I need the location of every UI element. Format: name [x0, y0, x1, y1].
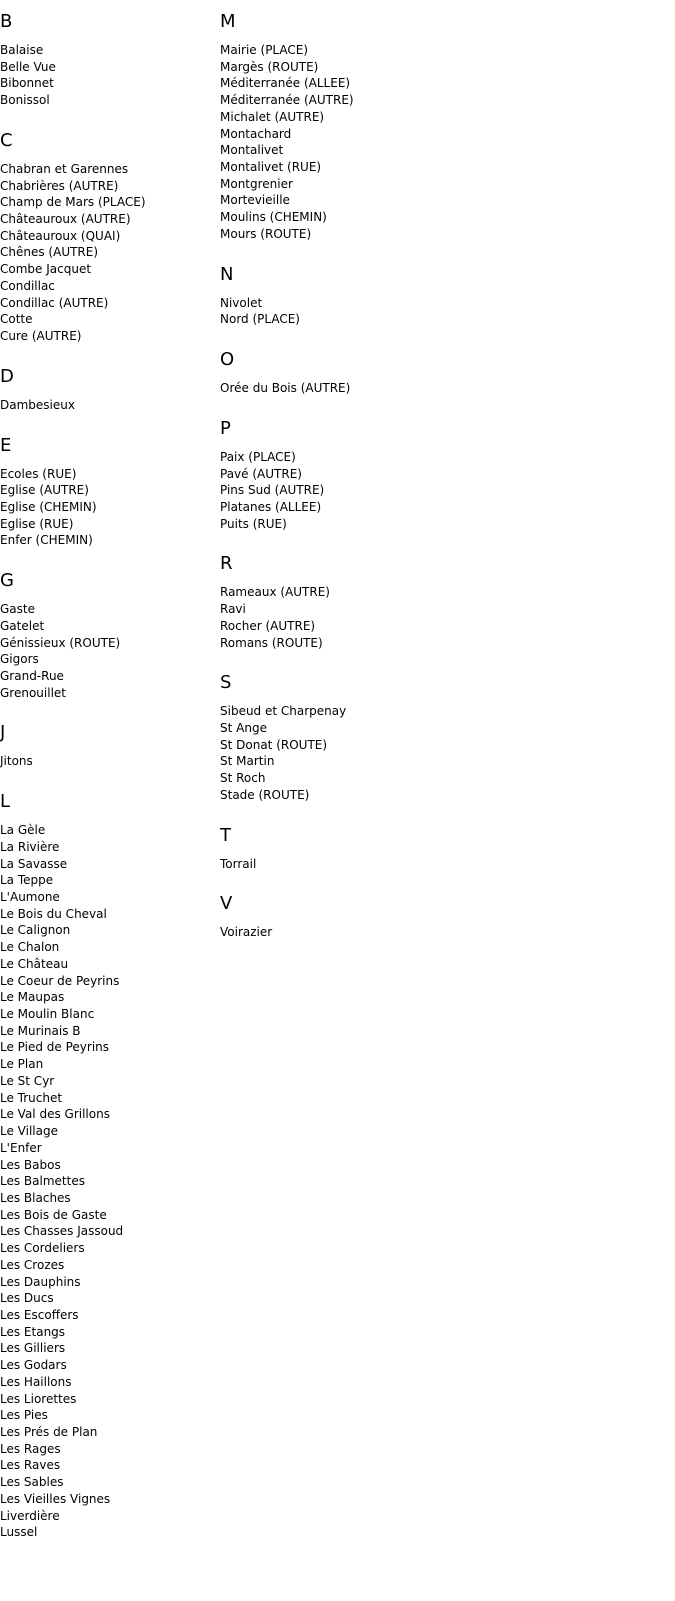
- letter-section-p: [220, 419, 660, 533]
- street-list: [0, 601, 220, 701]
- street-link[interactable]: Le Coeur de Peyrins: [0, 973, 120, 988]
- street-link[interactable]: Bonissol: [0, 93, 50, 108]
- street-link[interactable]: Puits (RUE): [220, 516, 287, 531]
- letter-section-s: [220, 673, 660, 803]
- street-link[interactable]: Eglise (RUE): [0, 516, 74, 531]
- street-link[interactable]: Pins Sud (AUTRE): [220, 483, 325, 498]
- section-letter-heading: M: [220, 11, 236, 32]
- letter-section-m: [220, 12, 660, 243]
- street-link[interactable]: Chênes (AUTRE): [0, 245, 99, 260]
- letter-section-t: [220, 826, 660, 873]
- street-link[interactable]: Le Plan: [0, 1057, 44, 1072]
- street-link[interactable]: Balaise: [0, 43, 44, 57]
- street-link[interactable]: St Donat (ROUTE): [220, 737, 328, 752]
- street-link[interactable]: Grand-Rue: [0, 668, 64, 683]
- street-link[interactable]: Le Village: [0, 1124, 58, 1139]
- street-link[interactable]: Pavé (AUTRE): [220, 466, 302, 481]
- letter-section-o: [220, 350, 660, 397]
- street-link[interactable]: Nord (PLACE): [220, 312, 300, 327]
- street-link[interactable]: Torrail: [220, 856, 257, 871]
- street-link[interactable]: Méditerranée (AUTRE): [220, 93, 354, 108]
- street-link[interactable]: Les Etangs: [0, 1324, 66, 1339]
- street-link[interactable]: Le Bois du Cheval: [0, 906, 107, 921]
- street-link[interactable]: Mairie (PLACE): [220, 43, 309, 57]
- street-link[interactable]: Chabran et Garennes: [0, 161, 129, 176]
- street-link[interactable]: Les Vieilles Vignes: [0, 1491, 111, 1506]
- street-link[interactable]: Les Gilliers: [0, 1341, 66, 1356]
- street-list: [0, 753, 220, 770]
- street-link[interactable]: Cure (AUTRE): [0, 329, 82, 344]
- street-list: [0, 161, 220, 345]
- street-link[interactable]: Enfer (CHEMIN): [0, 533, 93, 548]
- street-link[interactable]: Le Moulin Blanc: [0, 1007, 95, 1022]
- letter-section-l: [0, 792, 220, 1541]
- section-letter-heading: D: [0, 365, 14, 387]
- street-list: [220, 584, 660, 651]
- street-link[interactable]: St Ange: [220, 720, 267, 735]
- letter-section-r: [220, 554, 660, 651]
- street-link[interactable]: Paix (PLACE): [220, 449, 296, 464]
- street-link[interactable]: Dambesieux: [0, 397, 75, 412]
- section-letter-heading: T: [220, 824, 231, 846]
- street-link[interactable]: Les Raves: [0, 1458, 61, 1473]
- street-link[interactable]: Les Bois de Gaste: [0, 1207, 107, 1222]
- letter-section-v: [220, 894, 660, 941]
- street-link[interactable]: Le Château: [0, 956, 69, 971]
- street-link[interactable]: Belle Vue: [0, 59, 56, 74]
- street-link[interactable]: Montalivet (RUE): [220, 160, 322, 175]
- street-index-right-column: [220, 0, 660, 941]
- street-link[interactable]: Les Babos: [0, 1157, 61, 1172]
- street-list: [220, 295, 660, 328]
- street-link[interactable]: Les Godars: [0, 1358, 67, 1373]
- street-link[interactable]: Condillac (AUTRE): [0, 295, 109, 310]
- street-link[interactable]: Le Chalon: [0, 940, 60, 955]
- street-link[interactable]: Ravi: [220, 602, 246, 617]
- street-link[interactable]: Les Crozes: [0, 1257, 65, 1272]
- street-link[interactable]: Les Dauphins: [0, 1274, 81, 1289]
- street-list: [0, 42, 220, 109]
- street-link[interactable]: Les Chasses Jassoud: [0, 1224, 124, 1239]
- street-list: [220, 924, 660, 941]
- street-link[interactable]: Montachard: [220, 126, 292, 141]
- street-link[interactable]: Moulins (CHEMIN): [220, 210, 327, 225]
- section-letter-heading: V: [220, 893, 233, 915]
- section-letter-heading: C: [0, 129, 13, 151]
- street-link[interactable]: Sibeud et Charpenay: [220, 704, 347, 719]
- section-letter-heading: L: [0, 791, 11, 813]
- section-letter-heading: J: [0, 722, 6, 744]
- section-letter-heading: R: [220, 553, 233, 575]
- street-link[interactable]: La Gèle: [0, 823, 46, 838]
- section-letter-heading: P: [220, 417, 231, 439]
- street-list: [220, 380, 660, 397]
- street-link[interactable]: Chabrières (AUTRE): [0, 178, 119, 193]
- street-link[interactable]: Les Ducs: [0, 1291, 54, 1306]
- street-link[interactable]: Bibonnet: [0, 76, 54, 91]
- letter-section-j: [0, 723, 220, 770]
- section-letter-heading: O: [220, 349, 235, 371]
- street-link[interactable]: Méditerranée (ALLEE): [220, 76, 351, 91]
- street-link[interactable]: Margès (ROUTE): [220, 59, 319, 74]
- street-link[interactable]: Le Calignon: [0, 923, 71, 938]
- street-link[interactable]: Eglise (CHEMIN): [0, 499, 97, 514]
- street-list: [220, 449, 660, 533]
- letter-section-n: [220, 265, 660, 328]
- street-link[interactable]: St Roch: [220, 771, 266, 786]
- street-link[interactable]: Montgrenier: [220, 176, 293, 191]
- street-link[interactable]: Le St Cyr: [0, 1073, 55, 1088]
- street-link[interactable]: Les Balmettes: [0, 1174, 85, 1189]
- street-link[interactable]: La Teppe: [0, 873, 54, 888]
- street-link[interactable]: Les Liorettes: [0, 1391, 77, 1406]
- letter-section-b: [0, 12, 220, 109]
- street-link[interactable]: St Martin: [220, 754, 275, 769]
- street-link[interactable]: Gatelet: [0, 618, 45, 633]
- section-letter-heading: B: [0, 11, 13, 32]
- street-link[interactable]: Platanes (ALLEE): [220, 499, 322, 514]
- section-letter-heading: G: [0, 570, 14, 592]
- street-link[interactable]: Rocher (AUTRE): [220, 618, 316, 633]
- street-link[interactable]: Voirazier: [220, 925, 273, 940]
- street-link[interactable]: Nivolet: [220, 295, 263, 310]
- street-link[interactable]: Le Truchet: [0, 1090, 63, 1105]
- street-link[interactable]: Michalet (AUTRE): [220, 109, 325, 124]
- street-link[interactable]: Montalivet: [220, 143, 284, 158]
- street-list: [220, 703, 660, 803]
- letter-section-g: [0, 571, 220, 701]
- street-link[interactable]: Jitons: [0, 754, 33, 769]
- street-link[interactable]: Orée du Bois (AUTRE): [220, 381, 351, 396]
- section-letter-heading: S: [220, 672, 232, 694]
- street-link[interactable]: Eglise (AUTRE): [0, 483, 89, 498]
- street-link[interactable]: Les Rages: [0, 1441, 61, 1456]
- street-link[interactable]: Châteauroux (QUAI): [0, 228, 121, 243]
- street-link[interactable]: Les Prés de Plan: [0, 1425, 98, 1439]
- section-letter-heading: N: [220, 263, 234, 285]
- street-link[interactable]: Le Val des Grillons: [0, 1107, 110, 1122]
- street-link[interactable]: Grenouillet: [0, 685, 66, 700]
- street-link[interactable]: Le Pied de Peyrins: [0, 1040, 110, 1055]
- street-link[interactable]: Le Maupas: [0, 990, 65, 1005]
- street-link[interactable]: L'Enfer: [0, 1140, 42, 1155]
- street-link[interactable]: Les Pies: [0, 1408, 48, 1423]
- street-link[interactable]: L'Aumone: [0, 890, 60, 904]
- street-link[interactable]: Gigors: [0, 652, 39, 667]
- section-letter-heading: E: [0, 434, 12, 456]
- street-list: [220, 42, 660, 243]
- street-list: [0, 466, 220, 550]
- street-link[interactable]: Cotte: [0, 312, 33, 327]
- street-link[interactable]: Ecoles (RUE): [0, 466, 77, 481]
- street-link[interactable]: Rameaux (AUTRE): [220, 585, 330, 600]
- street-link[interactable]: Mortevieille: [220, 193, 290, 208]
- street-link[interactable]: Gaste: [0, 602, 35, 617]
- street-list: [220, 856, 660, 873]
- street-link[interactable]: Châteauroux (AUTRE): [0, 212, 131, 227]
- street-link[interactable]: Stade (ROUTE): [220, 787, 310, 802]
- street-link[interactable]: Condillac: [0, 278, 55, 293]
- street-link[interactable]: Combe Jacquet: [0, 262, 92, 277]
- street-index-left-column: [0, 0, 220, 1541]
- letter-section-e: [0, 436, 220, 550]
- street-link[interactable]: Lussel: [0, 1525, 38, 1540]
- street-link[interactable]: La Rivière: [0, 839, 60, 854]
- letter-section-c: [0, 131, 220, 345]
- street-link[interactable]: Les Sables: [0, 1475, 64, 1490]
- street-list: [0, 822, 220, 1541]
- letter-section-d: [0, 367, 220, 414]
- street-link[interactable]: Les Escoffers: [0, 1307, 79, 1322]
- street-link[interactable]: Liverdière: [0, 1508, 60, 1523]
- street-link[interactable]: Les Cordeliers: [0, 1241, 85, 1256]
- street-link[interactable]: Les Haillons: [0, 1374, 72, 1389]
- street-link[interactable]: Champ de Mars (PLACE): [0, 195, 146, 210]
- street-link[interactable]: Génissieux (ROUTE): [0, 635, 121, 650]
- street-link[interactable]: Les Blaches: [0, 1190, 71, 1205]
- street-link[interactable]: Romans (ROUTE): [220, 635, 323, 650]
- street-link[interactable]: La Savasse: [0, 856, 68, 871]
- street-link[interactable]: Le Murinais B: [0, 1023, 81, 1038]
- street-list: [0, 397, 220, 414]
- street-link[interactable]: Mours (ROUTE): [220, 226, 312, 241]
